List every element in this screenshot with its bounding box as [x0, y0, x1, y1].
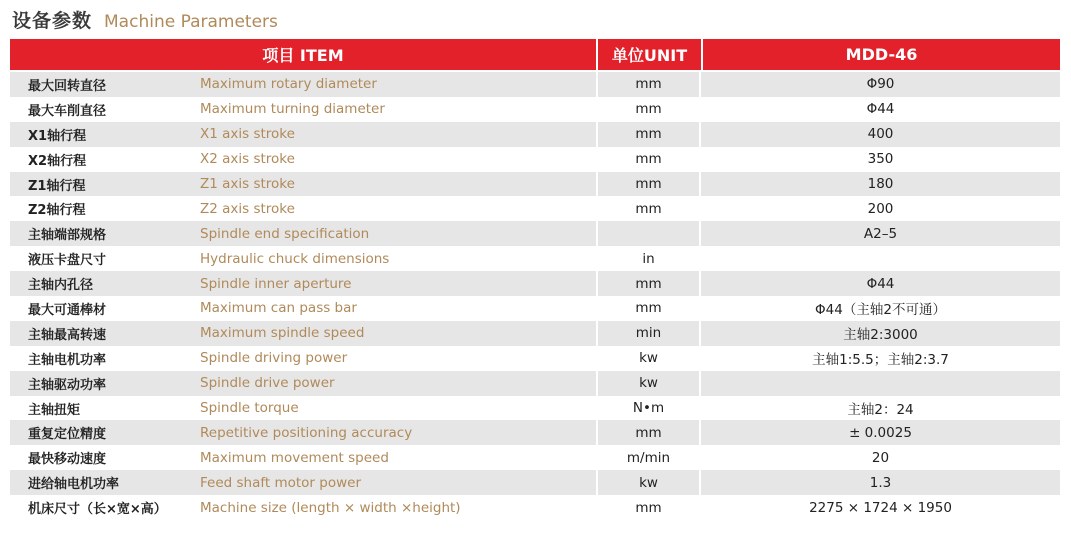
table-row	[10, 221, 1060, 246]
title-chinese: 设备参数	[12, 10, 93, 32]
title-english: Machine Parameters	[104, 12, 278, 32]
param-name-en: Maximum spindle speed	[200, 325, 365, 342]
param-unit	[596, 221, 699, 246]
param-value: A2–5	[699, 221, 1060, 246]
param-value: 350	[699, 147, 1060, 172]
param-name-en: Maximum turning diameter	[200, 101, 385, 118]
param-name-cn: 进给轴电机功率	[28, 477, 120, 493]
param-unit: mm	[596, 122, 699, 147]
param-name-cn: 主轴驱动功率	[28, 377, 107, 393]
param-name-en: Spindle torque	[200, 400, 299, 417]
table-row	[10, 396, 1060, 421]
param-name-en: Feed shaft motor power	[200, 474, 361, 491]
header-item: 项目 ITEM	[262, 46, 344, 65]
param-name-cn: X2轴行程	[28, 153, 87, 169]
param-unit: kw	[596, 346, 699, 371]
param-name-en: Spindle driving power	[200, 350, 348, 367]
param-name-cn: 主轴端部规格	[28, 228, 107, 244]
table-row	[10, 346, 1060, 371]
table-row	[10, 271, 1060, 296]
param-value: Φ44	[699, 271, 1060, 296]
param-value: 20	[699, 445, 1060, 470]
table-row	[10, 495, 1060, 520]
param-name-cn: 机床尺寸（长×宽×高）	[28, 502, 167, 518]
param-value	[699, 246, 1060, 271]
param-value: Φ44（主轴2不可通）	[699, 296, 1060, 321]
param-name-cn: 主轴最高转速	[28, 327, 107, 343]
table-row	[10, 371, 1060, 396]
param-unit: mm	[596, 172, 699, 197]
param-unit: in	[596, 246, 699, 271]
table-row	[10, 321, 1060, 346]
table-row	[10, 470, 1060, 495]
param-unit: kw	[596, 470, 699, 495]
param-name-cn: 最快移动速度	[28, 452, 107, 468]
param-value: 400	[699, 122, 1060, 147]
table-row	[10, 296, 1060, 321]
param-unit: kw	[596, 371, 699, 396]
param-value: 主轴2:3000	[699, 321, 1060, 346]
param-name-en: Hydraulic chuck dimensions	[200, 250, 390, 267]
param-name-en: Repetitive positioning accuracy	[200, 424, 413, 441]
param-name-cn: 主轴内孔径	[28, 278, 94, 294]
param-name-en: Maximum can pass bar	[200, 300, 357, 317]
param-name-cn: 主轴电机功率	[28, 352, 107, 368]
param-name-en: Z1 axis stroke	[200, 176, 295, 192]
param-unit: mm	[596, 97, 699, 122]
param-unit: mm	[596, 196, 699, 221]
header-unit: 单位UNIT	[596, 39, 701, 70]
param-unit: min	[596, 321, 699, 346]
param-value: 180	[699, 172, 1060, 197]
param-value: 主轴2：24	[699, 396, 1060, 421]
param-value: 1.3	[699, 470, 1060, 495]
param-value: Φ44	[699, 97, 1060, 122]
param-name-en: X2 axis stroke	[200, 151, 295, 168]
table-row	[10, 172, 1060, 197]
table-row	[10, 246, 1060, 271]
param-name-en: X1 axis stroke	[200, 126, 295, 143]
param-name-en: Maximum rotary diameter	[200, 76, 377, 93]
param-value: ± 0.0025	[699, 420, 1060, 445]
param-name-en: Z2 axis stroke	[200, 200, 295, 217]
table-body	[10, 72, 1060, 520]
param-unit: mm	[596, 72, 699, 97]
param-unit: mm	[596, 147, 699, 172]
param-unit: mm	[596, 271, 699, 296]
table-row	[10, 196, 1060, 221]
param-unit: mm	[596, 495, 699, 520]
table-row	[10, 72, 1060, 97]
param-name-cn: 液压卡盘尺寸	[28, 253, 107, 269]
param-name-cn: Z1轴行程	[28, 178, 86, 194]
table-row	[10, 122, 1060, 147]
param-name-cn: Z2轴行程	[28, 203, 86, 219]
param-value: 主轴1:5.5；主轴2:3.7	[699, 346, 1060, 371]
param-name-cn: X1轴行程	[28, 128, 87, 144]
param-name-cn: 最大可通棒材	[28, 302, 107, 318]
table-row	[10, 420, 1060, 445]
page-title	[12, 6, 278, 34]
header-model: MDD-46	[701, 39, 1060, 70]
table-row	[10, 445, 1060, 470]
param-name-cn: 重复定位精度	[28, 427, 107, 443]
param-name-en: Spindle end specification	[200, 225, 370, 242]
table-row	[10, 147, 1060, 172]
parameters-table	[10, 39, 1060, 520]
table-header	[10, 39, 1060, 70]
param-unit: mm	[596, 420, 699, 445]
param-name-en: Maximum movement speed	[200, 449, 389, 466]
param-unit: N•m	[596, 396, 699, 421]
param-unit: mm	[596, 296, 699, 321]
param-name-en: Spindle drive power	[200, 375, 335, 392]
param-name-en: Spindle inner aperture	[200, 275, 352, 292]
param-value	[699, 371, 1060, 396]
param-name-cn: 最大车削直径	[28, 103, 107, 119]
param-unit: m/min	[596, 445, 699, 470]
param-value: Φ90	[699, 72, 1060, 97]
param-value: 200	[699, 196, 1060, 221]
param-name-cn: 最大回转直径	[28, 78, 107, 94]
param-value: 2275 × 1724 × 1950	[699, 495, 1060, 520]
param-name-cn: 主轴扭矩	[28, 402, 81, 418]
table-row	[10, 97, 1060, 122]
param-name-en: Machine size (length × width ×height)	[200, 499, 461, 516]
